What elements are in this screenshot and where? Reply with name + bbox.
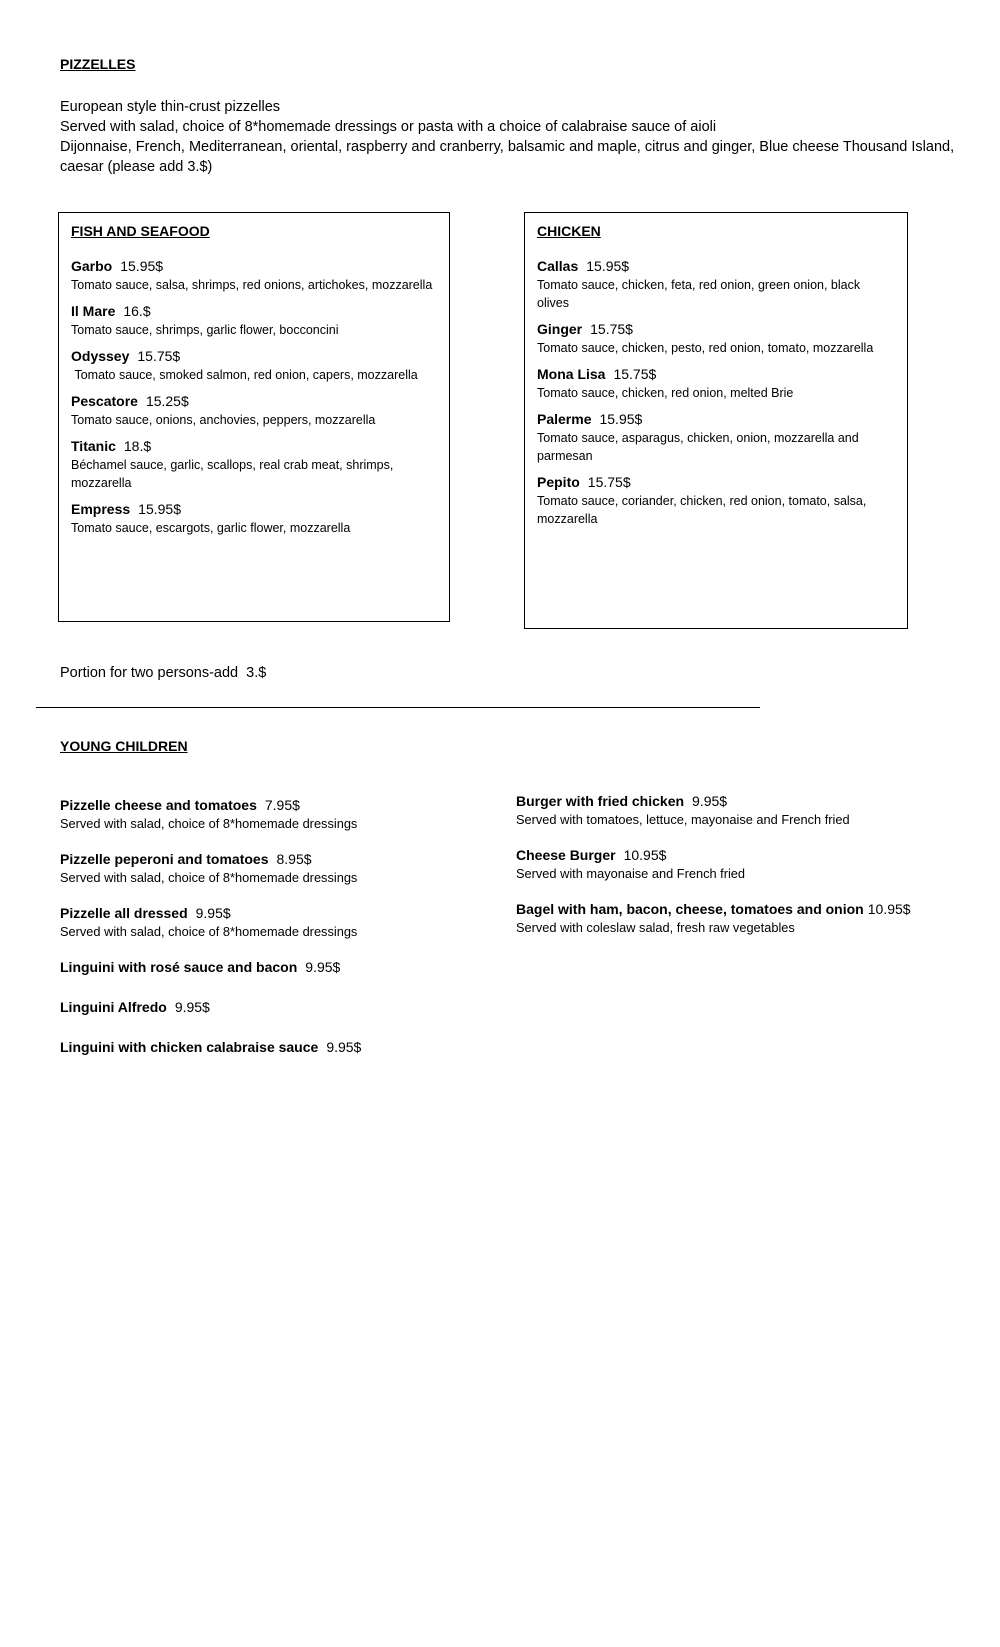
item-name: Garbo bbox=[71, 258, 113, 274]
item-name: Empress bbox=[71, 501, 131, 517]
item-price: 15.75$ bbox=[613, 366, 657, 382]
item-price: 18.$ bbox=[123, 438, 152, 454]
item-description: Tomato sauce, coriander, chicken, red onion, tomato, salsa, mozzarella bbox=[537, 494, 867, 526]
menu-item bbox=[71, 392, 437, 429]
item-name: Odyssey bbox=[71, 348, 130, 364]
menu-item bbox=[60, 904, 500, 941]
item-name: Pepito bbox=[537, 474, 580, 490]
item-price: 7.95$ bbox=[264, 797, 300, 813]
item-description: Béchamel sauce, garlic, scallops, real crab meat, shrimps, mozzarella bbox=[71, 458, 394, 490]
menu-item bbox=[537, 473, 895, 528]
pizzelles-title: PIZZELLES bbox=[60, 56, 136, 72]
item-name: Bagel with ham, bacon, cheese, tomatoes and onion bbox=[516, 901, 864, 917]
young-children-title: YOUNG CHILDREN bbox=[60, 738, 188, 754]
menu-item bbox=[60, 998, 500, 1017]
section-divider bbox=[36, 707, 760, 708]
item-description: Served with tomatoes, lettuce, mayonaise and French fried bbox=[516, 812, 850, 827]
item-name: Il Mare bbox=[71, 303, 116, 319]
children-right-column bbox=[516, 792, 986, 954]
item-price: 15.95$ bbox=[138, 501, 181, 517]
chicken-box bbox=[524, 212, 908, 629]
item-price: 9.95$ bbox=[174, 999, 210, 1015]
item-name: Linguini Alfredo bbox=[60, 999, 167, 1015]
item-name: Pizzelle peperoni and tomatoes bbox=[60, 851, 269, 867]
menu-item bbox=[516, 846, 986, 883]
item-price: 16.$ bbox=[123, 303, 151, 319]
menu-item bbox=[537, 365, 895, 402]
portion-note: Portion for two persons-add 3.$ bbox=[60, 665, 267, 681]
menu-item bbox=[71, 302, 437, 339]
menu-item bbox=[60, 850, 500, 887]
item-description: Tomato sauce, asparagus, chicken, onion, mozzarella and parmesan bbox=[537, 431, 859, 463]
item-description: Tomato sauce, salsa, shrimps, red onions, artichokes, mozzarella bbox=[71, 278, 433, 292]
item-price: 15.95$ bbox=[586, 258, 630, 274]
fish-seafood-box bbox=[58, 212, 450, 622]
pizzelles-intro bbox=[60, 97, 960, 177]
item-description: Served with salad, choice of 8*homemade dressings bbox=[60, 870, 358, 885]
item-price: 15.25$ bbox=[145, 393, 189, 409]
item-name: Burger with fried chicken bbox=[516, 793, 685, 809]
item-name: Ginger bbox=[537, 321, 583, 337]
item-description: Served with coleslaw salad, fresh raw vegetables bbox=[516, 920, 795, 935]
item-description: Tomato sauce, chicken, pesto, red onion, tomato, mozzarella bbox=[537, 341, 874, 355]
item-description: Tomato sauce, chicken, red onion, melted Brie bbox=[537, 386, 794, 400]
children-left-column bbox=[60, 796, 500, 1078]
intro-line: Served with salad, choice of 8*homemade dressings or pasta with a choice of calabraise sauce of aioli bbox=[60, 119, 717, 135]
item-name: Pizzelle cheese and tomatoes bbox=[60, 797, 257, 813]
item-description: Tomato sauce, shrimps, garlic flower, bocconcini bbox=[71, 323, 339, 337]
menu-item bbox=[71, 500, 437, 537]
menu-item bbox=[71, 257, 437, 294]
chicken-title: CHICKEN bbox=[537, 223, 601, 239]
item-description: Served with salad, choice of 8*homemade dressings bbox=[60, 924, 358, 939]
item-price: 9.95$ bbox=[692, 793, 728, 809]
intro-line: Dijonnaise, French, Mediterranean, oriental, raspberry and cranberry, balsamic and maple, citrus and ginger, Blue cheese Thousand Island, caesar (please add 3.$) bbox=[60, 139, 955, 175]
menu-item bbox=[71, 437, 437, 492]
item-name: Pizzelle all dressed bbox=[60, 905, 188, 921]
intro-line: European style thin-crust pizzelles bbox=[60, 99, 281, 115]
item-price: 15.75$ bbox=[590, 321, 633, 337]
item-description: Served with salad, choice of 8*homemade dressings bbox=[60, 816, 358, 831]
menu-item bbox=[516, 792, 986, 829]
item-description: Tomato sauce, chicken, feta, red onion, green onion, black olives bbox=[537, 278, 861, 310]
item-description: Tomato sauce, escargots, garlic flower, mozzarella bbox=[71, 521, 351, 535]
item-description: Served with mayonaise and French fried bbox=[516, 866, 746, 881]
menu-item bbox=[537, 410, 895, 465]
item-description: Tomato sauce, onions, anchovies, peppers, mozzarella bbox=[71, 413, 376, 427]
menu-item bbox=[516, 900, 986, 937]
item-name: Titanic bbox=[71, 438, 116, 454]
menu-item bbox=[537, 320, 895, 357]
menu-item bbox=[71, 347, 437, 384]
item-price: 10.95$ bbox=[623, 847, 667, 863]
item-price: 8.95$ bbox=[276, 851, 312, 867]
item-price: 15.75$ bbox=[587, 474, 631, 490]
item-name: Palerme bbox=[537, 411, 592, 427]
menu-item bbox=[537, 257, 895, 312]
item-price: 15.95$ bbox=[599, 411, 643, 427]
item-name: Mona Lisa bbox=[537, 366, 606, 382]
menu-item bbox=[60, 1038, 500, 1057]
menu-item bbox=[60, 796, 500, 833]
item-price: 9.95$ bbox=[305, 959, 341, 975]
item-price: 9.95$ bbox=[195, 905, 231, 921]
item-description: Tomato sauce, smoked salmon, red onion, capers, mozzarella bbox=[71, 368, 418, 382]
item-name: Callas bbox=[537, 258, 579, 274]
item-name: Pescatore bbox=[71, 393, 138, 409]
item-name: Cheese Burger bbox=[516, 847, 616, 863]
item-price: 15.75$ bbox=[137, 348, 181, 364]
fish-seafood-title: FISH AND SEAFOOD bbox=[71, 223, 210, 239]
item-price: 15.95$ bbox=[120, 258, 164, 274]
item-name: Linguini with chicken calabraise sauce bbox=[60, 1039, 319, 1055]
item-name: Linguini with rosé sauce and bacon bbox=[60, 959, 298, 975]
item-price: 9.95$ bbox=[326, 1039, 362, 1055]
item-price: 10.95$ bbox=[867, 901, 911, 917]
menu-item bbox=[60, 958, 500, 977]
